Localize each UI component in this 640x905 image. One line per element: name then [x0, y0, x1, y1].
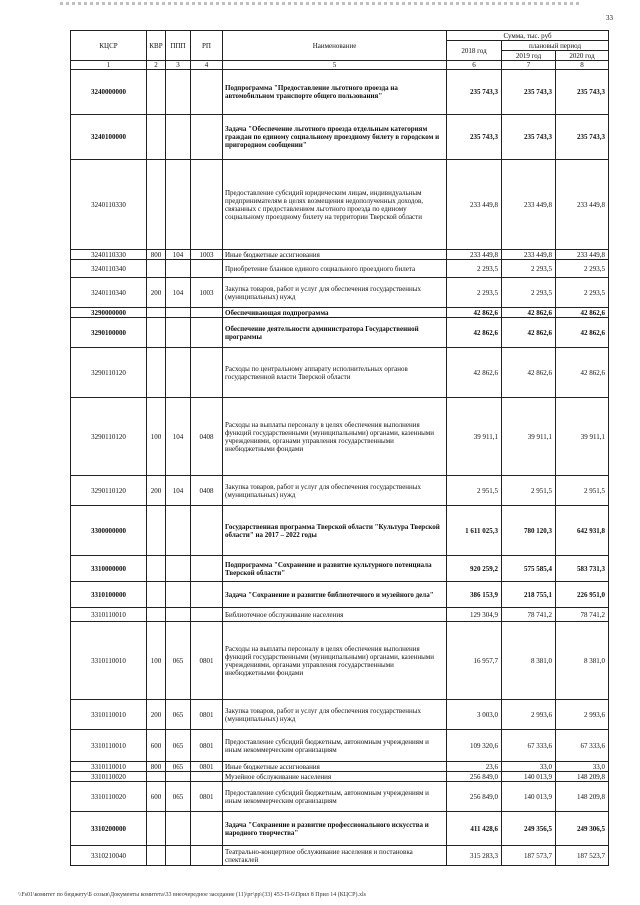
- kvr-cell: 800: [147, 762, 166, 772]
- table-row: [71, 582, 609, 608]
- name-cell: Закупка товаров, работ и услуг для обеспечения государственных (муниципальных) нужд: [223, 278, 447, 308]
- rp-cell: [191, 308, 223, 318]
- column-number: 5: [223, 61, 447, 70]
- header-kcsr: КЦСР: [71, 31, 147, 61]
- amount-2020-cell: 2 993,6: [556, 700, 609, 730]
- amount-2018-cell: 3 003,0: [447, 700, 502, 730]
- kvr-cell: 800: [147, 250, 166, 260]
- ppp-cell: 065: [166, 730, 191, 762]
- table-row: [71, 160, 609, 250]
- name-cell: Задача "Сохранение и развитие профессионального искусства и народного творчества": [223, 812, 447, 846]
- name-cell: Обеспечивающая подпрограмма: [223, 308, 447, 318]
- table-row: [71, 622, 609, 700]
- table-row: [71, 506, 609, 556]
- header-ppp: ППП: [166, 31, 191, 61]
- rp-cell: 0408: [191, 476, 223, 506]
- kvr-cell: 100: [147, 622, 166, 700]
- table-row: [71, 318, 609, 348]
- rp-cell: 0801: [191, 700, 223, 730]
- column-number-row: [71, 61, 609, 70]
- kcsr-cell: 3240000000: [71, 70, 147, 115]
- rp-cell: [191, 772, 223, 782]
- table-row: [71, 476, 609, 506]
- table-row: [71, 260, 609, 278]
- amount-2018-cell: 42 862,6: [447, 348, 502, 398]
- kcsr-cell: 3240110330: [71, 250, 147, 260]
- amount-2019-cell: 780 120,3: [502, 506, 556, 556]
- rp-cell: 1003: [191, 278, 223, 308]
- page-number: 33: [606, 14, 613, 22]
- kcsr-cell: 3310100000: [71, 582, 147, 608]
- rp-cell: [191, 318, 223, 348]
- kcsr-cell: 3290110120: [71, 348, 147, 398]
- amount-2018-cell: 23,6: [447, 762, 502, 772]
- amount-2018-cell: 39 911,1: [447, 398, 502, 476]
- rp-cell: [191, 506, 223, 556]
- kvr-cell: 200: [147, 278, 166, 308]
- amount-2019-cell: 140 013,9: [502, 772, 556, 782]
- file-path-footer: \\Fs01\комитет по бюджету\Б созыв\Документы комитета\33 внеочередное заседание (11)\рг\рр\(33) 453-П-6\Прил 8 Прил 14 (КЦСР).xls: [18, 892, 366, 898]
- header-name: Наименование: [223, 31, 447, 61]
- ppp-cell: [166, 846, 191, 866]
- amount-2019-cell: 187 573,7: [502, 846, 556, 866]
- ppp-cell: [166, 772, 191, 782]
- amount-2019-cell: 78 741,2: [502, 608, 556, 622]
- amount-2020-cell: 233 449,8: [556, 250, 609, 260]
- amount-2020-cell: 235 743,3: [556, 70, 609, 115]
- table-row: [71, 348, 609, 398]
- ppp-cell: 065: [166, 782, 191, 812]
- table-row: [71, 308, 609, 318]
- amount-2018-cell: 42 862,6: [447, 308, 502, 318]
- amount-2020-cell: 233 449,8: [556, 160, 609, 250]
- kcsr-cell: 3310110010: [71, 622, 147, 700]
- kcsr-cell: 3290000000: [71, 308, 147, 318]
- amount-2020-cell: 2 293,5: [556, 278, 609, 308]
- ppp-cell: [166, 506, 191, 556]
- table-row: [71, 782, 609, 812]
- name-cell: Музейное обслуживание населения: [223, 772, 447, 782]
- amount-2018-cell: 2 293,5: [447, 278, 502, 308]
- amount-2019-cell: 2 293,5: [502, 278, 556, 308]
- amount-2020-cell: 42 862,6: [556, 348, 609, 398]
- amount-2020-cell: 8 381,0: [556, 622, 609, 700]
- ppp-cell: [166, 812, 191, 846]
- table-row: [71, 608, 609, 622]
- name-cell: Подпрограмма "Сохранение и развитие культурного потенциала Тверской области": [223, 556, 447, 582]
- kcsr-cell: 3310200000: [71, 812, 147, 846]
- table-row: [71, 762, 609, 772]
- name-cell: Государственная программа Тверской области "Культура Тверской области" на 2017 – 2022 годы: [223, 506, 447, 556]
- amount-2019-cell: 575 585,4: [502, 556, 556, 582]
- amount-2019-cell: 42 862,6: [502, 308, 556, 318]
- amount-2020-cell: 187 523,7: [556, 846, 609, 866]
- amount-2019-cell: 39 911,1: [502, 398, 556, 476]
- kcsr-cell: 3310110010: [71, 700, 147, 730]
- ppp-cell: [166, 556, 191, 582]
- kcsr-cell: 3310210040: [71, 846, 147, 866]
- ppp-cell: 104: [166, 398, 191, 476]
- kcsr-cell: 3290100000: [71, 318, 147, 348]
- name-cell: Обеспечение деятельности администратора Государственной программы: [223, 318, 447, 348]
- table-row: [71, 250, 609, 260]
- rp-cell: [191, 812, 223, 846]
- amount-2018-cell: 2 293,5: [447, 260, 502, 278]
- budget-table: [70, 30, 609, 866]
- kvr-cell: [147, 348, 166, 398]
- table-row: [71, 700, 609, 730]
- table-row: [71, 556, 609, 582]
- rp-cell: [191, 556, 223, 582]
- ppp-cell: 065: [166, 622, 191, 700]
- kvr-cell: [147, 846, 166, 866]
- amount-2020-cell: 67 333,6: [556, 730, 609, 762]
- column-number: 3: [166, 61, 191, 70]
- rp-cell: [191, 608, 223, 622]
- ppp-cell: [166, 608, 191, 622]
- name-cell: Предоставление субсидий бюджетным, автономным учреждениям и иным некоммерческим организациям: [223, 730, 447, 762]
- name-cell: Задача "Обеспечение льготного проезда отдельным категориям граждан по единому социальному проездному билету в городском и пригородном сообщении": [223, 115, 447, 160]
- kvr-cell: 200: [147, 700, 166, 730]
- amount-2019-cell: 67 333,6: [502, 730, 556, 762]
- kcsr-cell: 3240110330: [71, 160, 147, 250]
- amount-2019-cell: 2 293,5: [502, 260, 556, 278]
- kcsr-cell: 3310110010: [71, 608, 147, 622]
- rp-cell: 0408: [191, 398, 223, 476]
- name-cell: Предоставление субсидий юридическим лицам, индивидуальным предпринимателям в целях возмещения недополученных доходов, связанных с предоставлением льготного проезда по единому социальному проездному билету на территории Тверской области: [223, 160, 447, 250]
- ppp-cell: [166, 160, 191, 250]
- header-2019: 2019 год: [502, 51, 556, 61]
- amount-2019-cell: 235 743,3: [502, 70, 556, 115]
- amount-2019-cell: 140 013,9: [502, 782, 556, 812]
- name-cell: Закупка товаров, работ и услуг для обеспечения государственных (муниципальных) нужд: [223, 476, 447, 506]
- kvr-cell: 600: [147, 730, 166, 762]
- column-number: 4: [191, 61, 223, 70]
- amount-2020-cell: 78 741,2: [556, 608, 609, 622]
- amount-2019-cell: 2 993,6: [502, 700, 556, 730]
- amount-2019-cell: 218 755,1: [502, 582, 556, 608]
- amount-2020-cell: 2 293,5: [556, 260, 609, 278]
- rp-cell: 1003: [191, 250, 223, 260]
- table-row: [71, 115, 609, 160]
- scan-header-line: [60, 2, 580, 5]
- ppp-cell: [166, 308, 191, 318]
- header-planned-period: плановый период: [502, 41, 609, 51]
- amount-2020-cell: 148 209,8: [556, 782, 609, 812]
- name-cell: Библиотечное обслуживание населения: [223, 608, 447, 622]
- kvr-cell: 100: [147, 398, 166, 476]
- amount-2018-cell: 233 449,8: [447, 250, 502, 260]
- amount-2018-cell: 411 428,6: [447, 812, 502, 846]
- kvr-cell: [147, 318, 166, 348]
- ppp-cell: [166, 348, 191, 398]
- kvr-cell: [147, 812, 166, 846]
- amount-2018-cell: 2 951,5: [447, 476, 502, 506]
- kcsr-cell: 3310110010: [71, 762, 147, 772]
- ppp-cell: [166, 318, 191, 348]
- name-cell: Подпрограмма "Предоставление льготного проезда на автомобильном транспорте общего пользования": [223, 70, 447, 115]
- kcsr-cell: 3310110020: [71, 782, 147, 812]
- kvr-cell: [147, 115, 166, 160]
- amount-2018-cell: 235 743,3: [447, 115, 502, 160]
- amount-2018-cell: 920 259,2: [447, 556, 502, 582]
- amount-2019-cell: 233 449,8: [502, 160, 556, 250]
- kvr-cell: [147, 506, 166, 556]
- name-cell: Приобретение бланков единого социального проездного билета: [223, 260, 447, 278]
- kvr-cell: [147, 556, 166, 582]
- amount-2018-cell: 235 743,3: [447, 70, 502, 115]
- amount-2018-cell: 16 957,7: [447, 622, 502, 700]
- rp-cell: [191, 260, 223, 278]
- amount-2020-cell: 235 743,3: [556, 115, 609, 160]
- table-row: [71, 70, 609, 115]
- rp-cell: 0801: [191, 730, 223, 762]
- header-sum: Сумма, тыс. руб: [447, 31, 609, 41]
- ppp-cell: 065: [166, 700, 191, 730]
- rp-cell: [191, 70, 223, 115]
- table-row: [71, 398, 609, 476]
- column-number: 7: [502, 61, 556, 70]
- amount-2018-cell: 315 283,3: [447, 846, 502, 866]
- amount-2020-cell: 42 862,6: [556, 318, 609, 348]
- header-2018: 2018 год: [447, 41, 502, 61]
- amount-2019-cell: 233 449,8: [502, 250, 556, 260]
- column-number: 6: [447, 61, 502, 70]
- amount-2020-cell: 148 209,8: [556, 772, 609, 782]
- rp-cell: [191, 582, 223, 608]
- ppp-cell: [166, 70, 191, 115]
- ppp-cell: 104: [166, 278, 191, 308]
- kvr-cell: [147, 582, 166, 608]
- column-number: 1: [71, 61, 147, 70]
- kvr-cell: [147, 308, 166, 318]
- header-kvr: КВР: [147, 31, 166, 61]
- name-cell: Задача "Сохранение и развитие библиотечного и музейного дела": [223, 582, 447, 608]
- rp-cell: [191, 348, 223, 398]
- name-cell: Закупка товаров, работ и услуг для обеспечения государственных (муниципальных) нужд: [223, 700, 447, 730]
- amount-2020-cell: 2 951,5: [556, 476, 609, 506]
- amount-2018-cell: 256 849,0: [447, 782, 502, 812]
- table-row: [71, 846, 609, 866]
- kcsr-cell: 3310110020: [71, 772, 147, 782]
- name-cell: Расходы на выплаты персоналу в целях обеспечения выполнения функций государственными (муниципальными) органами, казенными учреждениями, органами управления государственными внебюджетными фондами: [223, 622, 447, 700]
- kcsr-cell: 3240110340: [71, 260, 147, 278]
- amount-2020-cell: 42 862,6: [556, 308, 609, 318]
- kvr-cell: [147, 772, 166, 782]
- amount-2018-cell: 386 153,9: [447, 582, 502, 608]
- kvr-cell: [147, 70, 166, 115]
- name-cell: Иные бюджетные ассигнования: [223, 762, 447, 772]
- amount-2020-cell: 642 931,8: [556, 506, 609, 556]
- header-2020: 2020 год: [556, 51, 609, 61]
- kcsr-cell: 3240100000: [71, 115, 147, 160]
- amount-2020-cell: 39 911,1: [556, 398, 609, 476]
- kcsr-cell: 3310000000: [71, 556, 147, 582]
- ppp-cell: [166, 260, 191, 278]
- table-row: [71, 730, 609, 762]
- amount-2019-cell: 235 743,3: [502, 115, 556, 160]
- amount-2020-cell: 249 306,5: [556, 812, 609, 846]
- kcsr-cell: 3240110340: [71, 278, 147, 308]
- table-row: [71, 772, 609, 782]
- kvr-cell: 200: [147, 476, 166, 506]
- amount-2018-cell: 129 304,9: [447, 608, 502, 622]
- header-rp: РП: [191, 31, 223, 61]
- kvr-cell: 600: [147, 782, 166, 812]
- amount-2019-cell: 33,0: [502, 762, 556, 772]
- amount-2019-cell: 42 862,6: [502, 348, 556, 398]
- amount-2020-cell: 226 951,0: [556, 582, 609, 608]
- kvr-cell: [147, 160, 166, 250]
- kcsr-cell: 3310110010: [71, 730, 147, 762]
- rp-cell: [191, 115, 223, 160]
- rp-cell: 0801: [191, 762, 223, 772]
- amount-2019-cell: 42 862,6: [502, 318, 556, 348]
- kvr-cell: [147, 608, 166, 622]
- kcsr-cell: 3300000000: [71, 506, 147, 556]
- kcsr-cell: 3290110120: [71, 398, 147, 476]
- rp-cell: [191, 160, 223, 250]
- ppp-cell: 065: [166, 762, 191, 772]
- amount-2018-cell: 42 862,6: [447, 318, 502, 348]
- name-cell: Театрально-концертное обслуживание населения и постановка спектаклей: [223, 846, 447, 866]
- kcsr-cell: 3290110120: [71, 476, 147, 506]
- amount-2019-cell: 249 356,5: [502, 812, 556, 846]
- column-number: 8: [556, 61, 609, 70]
- table-row: [71, 278, 609, 308]
- name-cell: Предоставление субсидий бюджетным, автономным учреждениям и иным некоммерческим организациям: [223, 782, 447, 812]
- name-cell: Иные бюджетные ассигнования: [223, 250, 447, 260]
- amount-2020-cell: 33,0: [556, 762, 609, 772]
- amount-2018-cell: 233 449,8: [447, 160, 502, 250]
- amount-2019-cell: 8 381,0: [502, 622, 556, 700]
- name-cell: Расходы на выплаты персоналу в целях обеспечения выполнения функций государственными (муниципальными) органами, казенными учреждениями, органами управления государственными внебюджетными фондами: [223, 398, 447, 476]
- rp-cell: [191, 846, 223, 866]
- column-number: 2: [147, 61, 166, 70]
- amount-2018-cell: 1 611 025,3: [447, 506, 502, 556]
- ppp-cell: 104: [166, 476, 191, 506]
- name-cell: Расходы по центральному аппарату исполнительных органов государственной власти Тверской области: [223, 348, 447, 398]
- amount-2019-cell: 2 951,5: [502, 476, 556, 506]
- amount-2018-cell: 109 320,6: [447, 730, 502, 762]
- table-row: [71, 812, 609, 846]
- ppp-cell: [166, 115, 191, 160]
- rp-cell: 0801: [191, 782, 223, 812]
- ppp-cell: [166, 582, 191, 608]
- kvr-cell: [147, 260, 166, 278]
- amount-2018-cell: 256 849,0: [447, 772, 502, 782]
- amount-2020-cell: 583 731,3: [556, 556, 609, 582]
- ppp-cell: 104: [166, 250, 191, 260]
- rp-cell: 0801: [191, 622, 223, 700]
